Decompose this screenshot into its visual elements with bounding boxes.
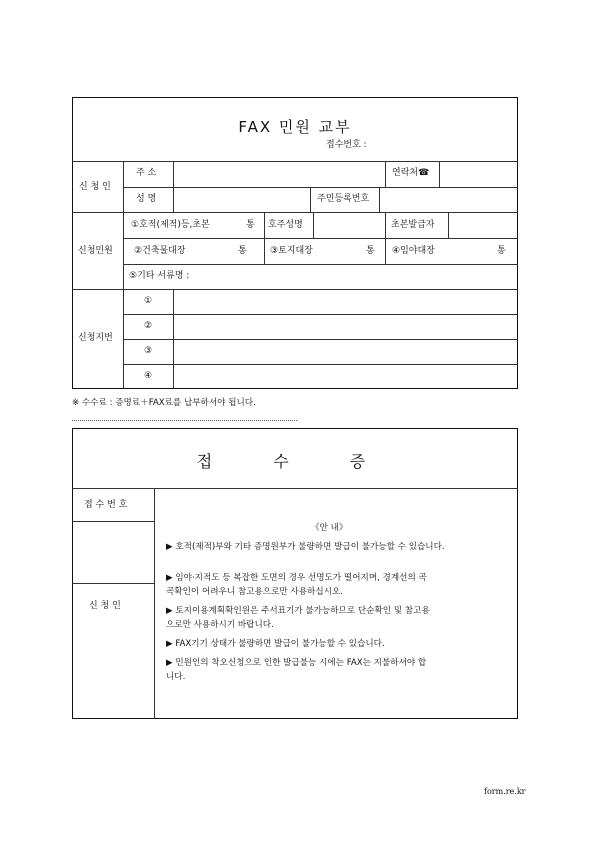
family-register-unit: 통 bbox=[246, 220, 255, 230]
extract-applicant-field[interactable] bbox=[449, 213, 517, 237]
building-register-unit: 통 bbox=[238, 246, 247, 256]
forest-register-unit: 통 bbox=[497, 246, 506, 256]
building-register-label: ②건축물대장 bbox=[134, 246, 186, 256]
notice-item: ▶ 임야·지적도 등 복잡한 도면의 경우 선명도가 떨어지며, 경계선의 곡 bbox=[166, 573, 427, 583]
land-register-unit: 통 bbox=[366, 246, 375, 256]
lot-row-number: ④ bbox=[144, 371, 153, 381]
notice-item: ▶ 호적(제적)부와 기타 증명원부가 불량하면 발급이 불가능할 수 있습니다. bbox=[166, 542, 445, 552]
contact-label: 연락처☎ bbox=[392, 168, 430, 178]
address-field[interactable] bbox=[174, 162, 384, 186]
name-label: 성 명 bbox=[136, 194, 157, 204]
receipt-title: 접 수 증 bbox=[196, 452, 394, 471]
notice-item-cont: 니다. bbox=[166, 672, 186, 682]
family-register-label: ①호적(제적)등,초본 bbox=[131, 220, 210, 230]
address-label: 주 소 bbox=[136, 168, 157, 178]
resident-number-label: 주민등록번호 bbox=[317, 194, 370, 204]
name-field[interactable] bbox=[174, 188, 309, 211]
civil-section-label: 신청민원 bbox=[78, 246, 113, 256]
lot-field[interactable] bbox=[174, 315, 517, 338]
applicant-label: 신 청 인 bbox=[89, 601, 121, 611]
lot-row-number: ① bbox=[144, 296, 153, 306]
notice-item: ▶ FAX기기 상태가 불량하면 발급이 불가능할 수 있습니다. bbox=[166, 639, 385, 649]
lot-section-label: 신청지번 bbox=[78, 333, 113, 343]
receipt-number-label: 접 수 번 호 bbox=[84, 500, 128, 510]
lot-row-number: ③ bbox=[144, 346, 153, 356]
footer-brand: form.re.kr bbox=[484, 787, 526, 796]
receipt-number-label: 접수번호 : bbox=[326, 140, 367, 150]
lot-field[interactable] bbox=[174, 340, 517, 363]
forest-register-label: ④임야대장 bbox=[392, 246, 435, 256]
notice-item: ▶ 민원인의 착오신청으로 인한 발급불능 시에는 FAX는 지불하셔야 합 bbox=[166, 658, 427, 668]
head-name-field[interactable] bbox=[314, 213, 384, 237]
lot-field[interactable] bbox=[174, 365, 517, 388]
resident-number-field[interactable] bbox=[380, 188, 517, 211]
notice-heading: 《안 내》 bbox=[311, 523, 348, 533]
applicant-section-label: 신 청 인 bbox=[79, 182, 111, 192]
land-register-label: ③토지대장 bbox=[270, 246, 313, 256]
notice-item-cont: 곡확인이 어려우니 참고용으로만 사용하십시오. bbox=[166, 587, 343, 597]
form-title: FAX 민원 교부 bbox=[238, 118, 352, 136]
head-name-label: 호주성명 bbox=[268, 220, 303, 230]
contact-field[interactable] bbox=[440, 162, 517, 186]
fee-note: ※ 수수료 : 증명료＋FAX료를 납부하셔야 됩니다. bbox=[72, 398, 256, 408]
cut-line bbox=[72, 420, 297, 421]
notice-item: ▶ 토지이용계획확인원은 주서표기가 불가능하므로 단순확인 및 참고용 bbox=[166, 606, 430, 616]
extract-applicant-label: 초본발급자 bbox=[391, 220, 435, 230]
lot-row-number: ② bbox=[144, 321, 153, 331]
notice-item-cont: 으로만 사용하시기 바랍니다. bbox=[166, 620, 274, 630]
receipt-number-field[interactable] bbox=[73, 522, 153, 582]
other-docs-label: ⑤기타 서류명 : bbox=[129, 271, 190, 281]
lot-field[interactable] bbox=[174, 290, 517, 313]
other-docs-field[interactable] bbox=[206, 265, 517, 288]
